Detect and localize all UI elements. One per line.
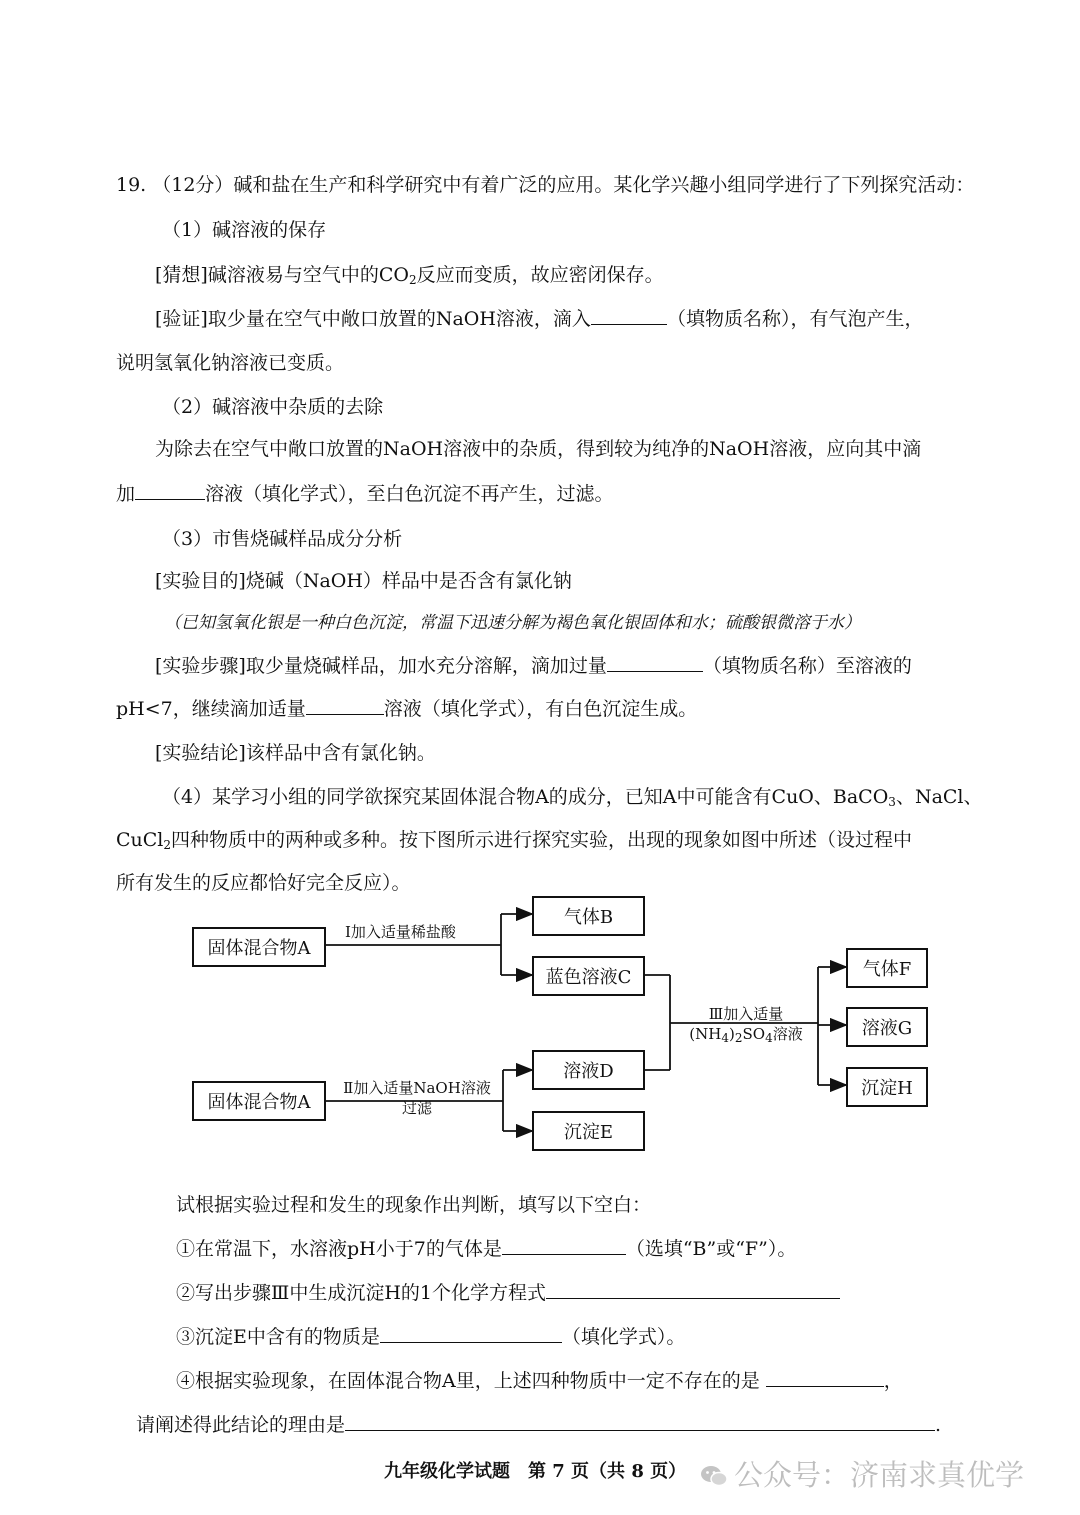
watermark: 公众号：济南求真优学 [700,1453,1024,1494]
blank-q4[interactable] [766,1368,884,1387]
blank-q1[interactable] [502,1236,626,1255]
gas-b-box: 气体B [532,896,645,936]
part2-title: （2）碱溶液中杂质的去除 [162,396,384,418]
verify-line-2: 说明氢氧化钠溶液已变质。 [116,352,345,374]
part3-title: （3）市售烧碱样品成分分析 [162,528,403,550]
step2-label: Ⅱ加入适量NaOH溶液 过滤 [343,1079,491,1117]
gas-f-box: 气体F [846,948,928,988]
remove-line-2: 加 溶液（填化学式），至白色沉淀不再产生，过滤。 [116,483,614,505]
part1-title: （1）碱溶液的保存 [162,219,327,241]
blank-q5[interactable] [345,1412,935,1431]
solid-a-top-box: 固体混合物A [192,927,326,967]
solid-a-bottom-box: 固体混合物A [192,1081,326,1121]
question-4: ④根据实验现象，在固体混合物A里，上述四种物质中一定不存在的是 ， [176,1370,903,1392]
question-5: 请阐述得此结论的理由是 . [136,1414,942,1436]
remove-line: 为除去在空气中敞口放置的NaOH溶液中的杂质，得到较为纯净的NaOH溶液，应向其中滴 [155,438,922,460]
conclusion-line: [实验结论]该样品中含有氯化钠。 [155,742,436,764]
question-1: ①在常温下，水溶液pH小于7的气体是 （选填“B”或“F”）。 [176,1238,797,1260]
step1-label: Ⅰ加入适量稀盐酸 [345,923,456,941]
page-footer: 九年级化学试题 第 7 页（共 8 页） [384,1461,687,1482]
purpose-line: [实验目的]烧碱（NaOH）样品中是否含有氯化钠 [155,570,572,592]
blank-q3[interactable] [380,1324,562,1343]
part4-line: （4）某学习小组的同学欲探究某固体混合物A的成分，已知A中可能含有CuO、BaCO$_3$、NaCl、 [162,786,983,809]
steps-line-2: pH<7，继续滴加适量 溶液（填化学式），有白色沉淀生成。 [116,698,698,720]
questions-intro: 试根据实验过程和发生的现象作出判断，填写以下空白： [176,1194,652,1216]
step3-label: Ⅲ加入适量 $(NH_4)_2SO_4$溶液 [689,1005,803,1045]
verify-line: [验证]取少量在空气中敞口放置的NaOH溶液，滴入 （填物质名称），有气泡产生， [155,308,924,330]
part4-line-2: CuCl$_2$四种物质中的两种或多种。按下图所示进行探究实验，出现的现象如图中所述（设过程中 [116,829,913,852]
steps-line: [实验步骤]取少量烧碱样品，加水充分溶解，滴加过量 （填物质名称）至溶液的 [155,655,912,677]
part4-line-3: 所有发生的反应都恰好完全反应）。 [116,872,411,894]
question-3: ③沉淀E中含有的物质是 （填化学式）。 [176,1326,686,1348]
guess-line: [猜想]碱溶液易与空气中的$CO_2$反应而变质，故应密闭保存。 [155,264,664,287]
question-2: ②写出步骤Ⅲ中生成沉淀H的1个化学方程式 [176,1280,840,1306]
solution-g-box: 溶液G [846,1007,928,1047]
solution-d-box: 溶液D [532,1050,645,1090]
question-header: 19. （12分）碱和盐在生产和科学研究中有着广泛的应用。某化学兴趣小组同学进行了下列探究活动： [116,174,975,196]
wechat-icon [700,1464,728,1488]
note-line: （已知氢氧化银是一种白色沉淀，常温下迅速分解为褐色氧化银固体和水；硫酸银微溶于水） [164,613,861,633]
blank-q2[interactable] [546,1280,840,1299]
precipitate-h-box: 沉淀H [846,1067,928,1107]
blue-solution-c-box: 蓝色溶液C [532,956,645,996]
precipitate-e-box: 沉淀E [532,1111,645,1151]
